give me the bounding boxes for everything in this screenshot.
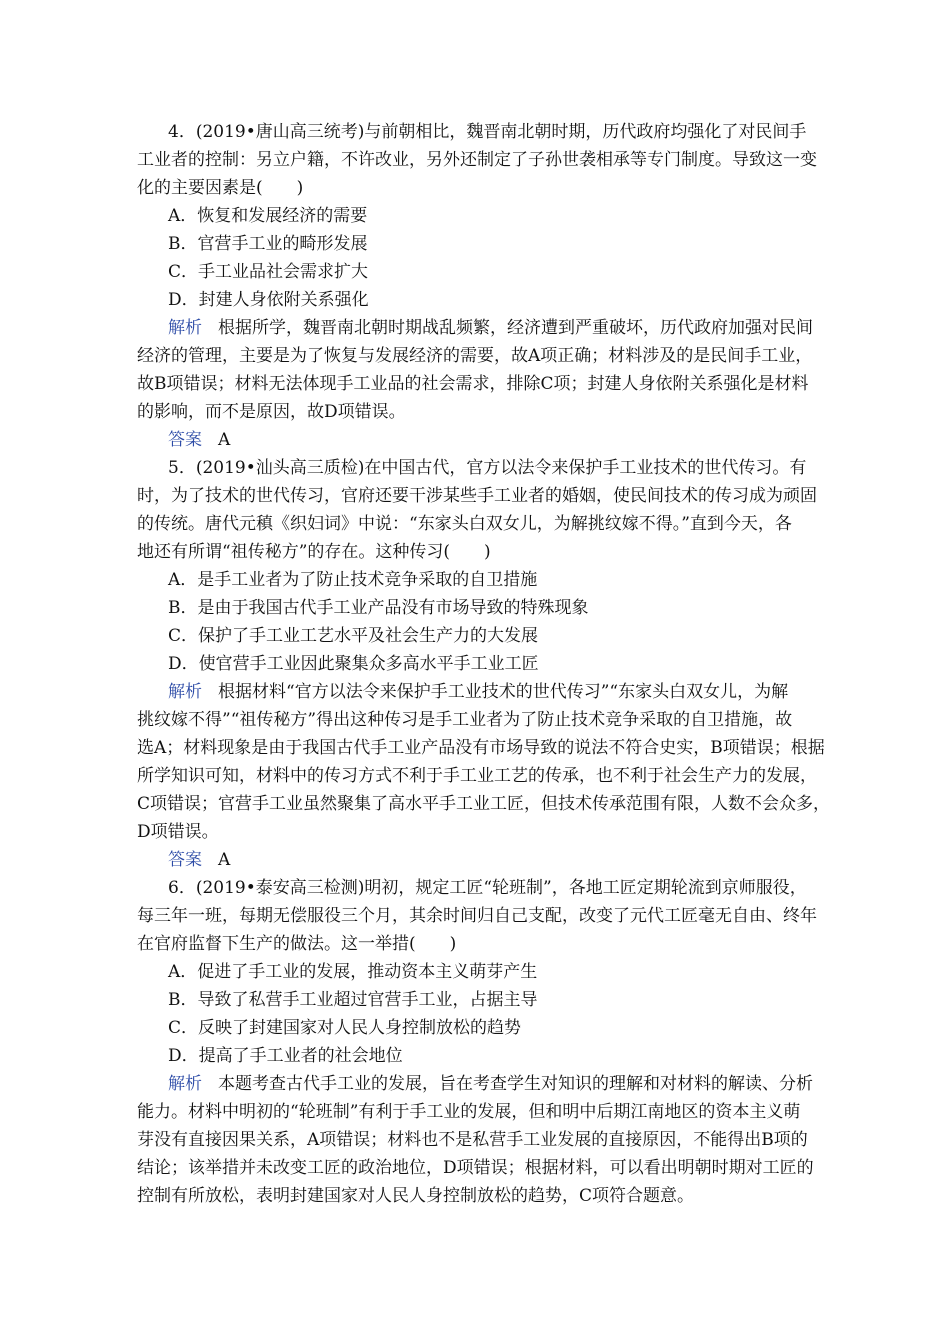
question-4	[137, 118, 817, 454]
analysis-line: 结论；该举措并未改变工匠的政治地位，D项错误；根据材料，可以看出明朝时期对工匠的	[137, 1158, 814, 1178]
analysis-line: 能力。材料中明初的“轮班制”有利于手工业的发展，但和明中后期江南地区的资本主义萌	[137, 1102, 801, 1122]
analysis-line	[137, 678, 813, 706]
analysis-label: 解析	[168, 1074, 202, 1094]
analysis-line: 挑纹嫁不得”“祖传秘方”得出这种传习是手工业者为了防止技术竞争采取的自卫措施，故	[137, 710, 793, 730]
analysis-text: 本题考查古代手工业的发展，旨在考查学生对知识的理解和对材料的解读、分析	[218, 1074, 813, 1094]
question-stem-line: 工业者的控制：另立户籍，不许改业，另外还制定了子孙世袭相承等专门制度。导致这一变	[137, 150, 817, 170]
analysis-label: 解析	[168, 682, 202, 702]
option-d: D．提高了手工业者的社会地位	[168, 1046, 403, 1066]
option-b: B．是由于我国古代手工业产品没有市场导致的特殊现象	[168, 598, 589, 618]
answer-value: A	[218, 430, 231, 450]
question-stem-line: 5．(2019•汕头高三质检)在中国古代，官方以法令来保护手工业技术的世代传习。有	[168, 458, 807, 478]
analysis-text: 根据所学，魏晋南北朝时期战乱频繁，经济遭到严重破坏，历代政府加强对民间	[218, 318, 813, 338]
question-stem-line: 每三年一班，每期无偿服役三个月，其余时间归自己支配，改变了元代工匠毫无自由、终年	[137, 906, 817, 926]
option-c: C．反映了封建国家对人民人身控制放松的趋势	[168, 1018, 522, 1038]
analysis-line: 经济的管理，主要是为了恢复与发展经济的需要，故A项正确；材料涉及的是民间手工业，	[137, 346, 813, 366]
option-b: B．导致了私营手工业超过官营手工业，占据主导	[168, 990, 538, 1010]
question-5	[137, 454, 831, 874]
answer-value: A	[218, 850, 231, 870]
question-stem-line: 4．(2019•唐山高三统考)与前朝相比，魏晋南北朝时期，历代政府均强化了对民间手	[168, 122, 807, 142]
question-stem-line: 6．(2019•泰安高三检测)明初，规定工匠“轮班制”，各地工匠定期轮流到京师服役，	[168, 878, 807, 898]
analysis-line: 所学知识可知，材料中的传习方式不利于手工业工艺的传承，也不利于社会生产力的发展，	[137, 766, 817, 786]
question-6	[137, 874, 817, 1210]
question-stem-line: 地还有所谓“祖传秘方”的存在。这种传习( )	[137, 542, 491, 562]
option-c: C．手工业品社会需求扩大	[168, 262, 369, 282]
option-b: B．官营手工业的畸形发展	[168, 234, 368, 254]
analysis-line: C项错误；官营手工业虽然聚集了高水平手工业工匠，但技术传承范围有限，人数不会众多，	[137, 794, 831, 814]
option-d: D．封建人身依附关系强化	[168, 290, 369, 310]
answer-label: 答案	[168, 850, 202, 870]
question-stem-line: 时，为了技术的世代传习，官府还要干涉某些手工业者的婚姻，使民间技术的传习成为顽固	[137, 486, 817, 506]
answer-line	[137, 846, 813, 874]
analysis-line	[137, 314, 813, 342]
analysis-text: 根据材料“官方以法令来保护手工业技术的世代传习”“东家头白双女儿，为解	[218, 682, 789, 702]
question-stem-line: 的传统。唐代元稹《织妇词》中说：“东家头白双女儿，为解挑纹嫁不得。”直到今天，各	[137, 514, 792, 534]
option-a: A．促进了手工业的发展，推动资本主义萌芽产生	[168, 962, 538, 982]
analysis-line: 选A；材料现象是由于我国古代手工业产品没有市场导致的说法不符合史实，B项错误；根据	[137, 738, 825, 758]
option-c: C．保护了手工业工艺水平及社会生产力的大发展	[168, 626, 539, 646]
analysis-line: D项错误。	[137, 822, 219, 842]
option-d: D．使官营手工业因此聚集众多高水平手工业工匠	[168, 654, 539, 674]
analysis-line	[137, 1070, 813, 1098]
answer-line	[137, 426, 813, 454]
analysis-line: 控制有所放松，表明封建国家对人民人身控制放松的趋势，C项符合题意。	[137, 1186, 695, 1206]
option-a: A．恢复和发展经济的需要	[168, 206, 368, 226]
answer-label: 答案	[168, 430, 202, 450]
analysis-line: 芽没有直接因果关系，A项错误；材料也不是私营手工业发展的直接原因，不能得出B项的	[137, 1130, 808, 1150]
document-page	[137, 118, 831, 1210]
option-a: A．是手工业者为了防止技术竞争采取的自卫措施	[168, 570, 538, 590]
analysis-label: 解析	[168, 318, 202, 338]
question-stem-line: 化的主要因素是( )	[137, 178, 304, 198]
analysis-line: 的影响，而不是原因，故D项错误。	[137, 402, 406, 422]
analysis-line: 故B项错误；材料无法体现手工业品的社会需求，排除C项；封建人身依附关系强化是材料	[137, 374, 809, 394]
question-stem-line: 在官府监督下生产的做法。这一举措( )	[137, 934, 457, 954]
